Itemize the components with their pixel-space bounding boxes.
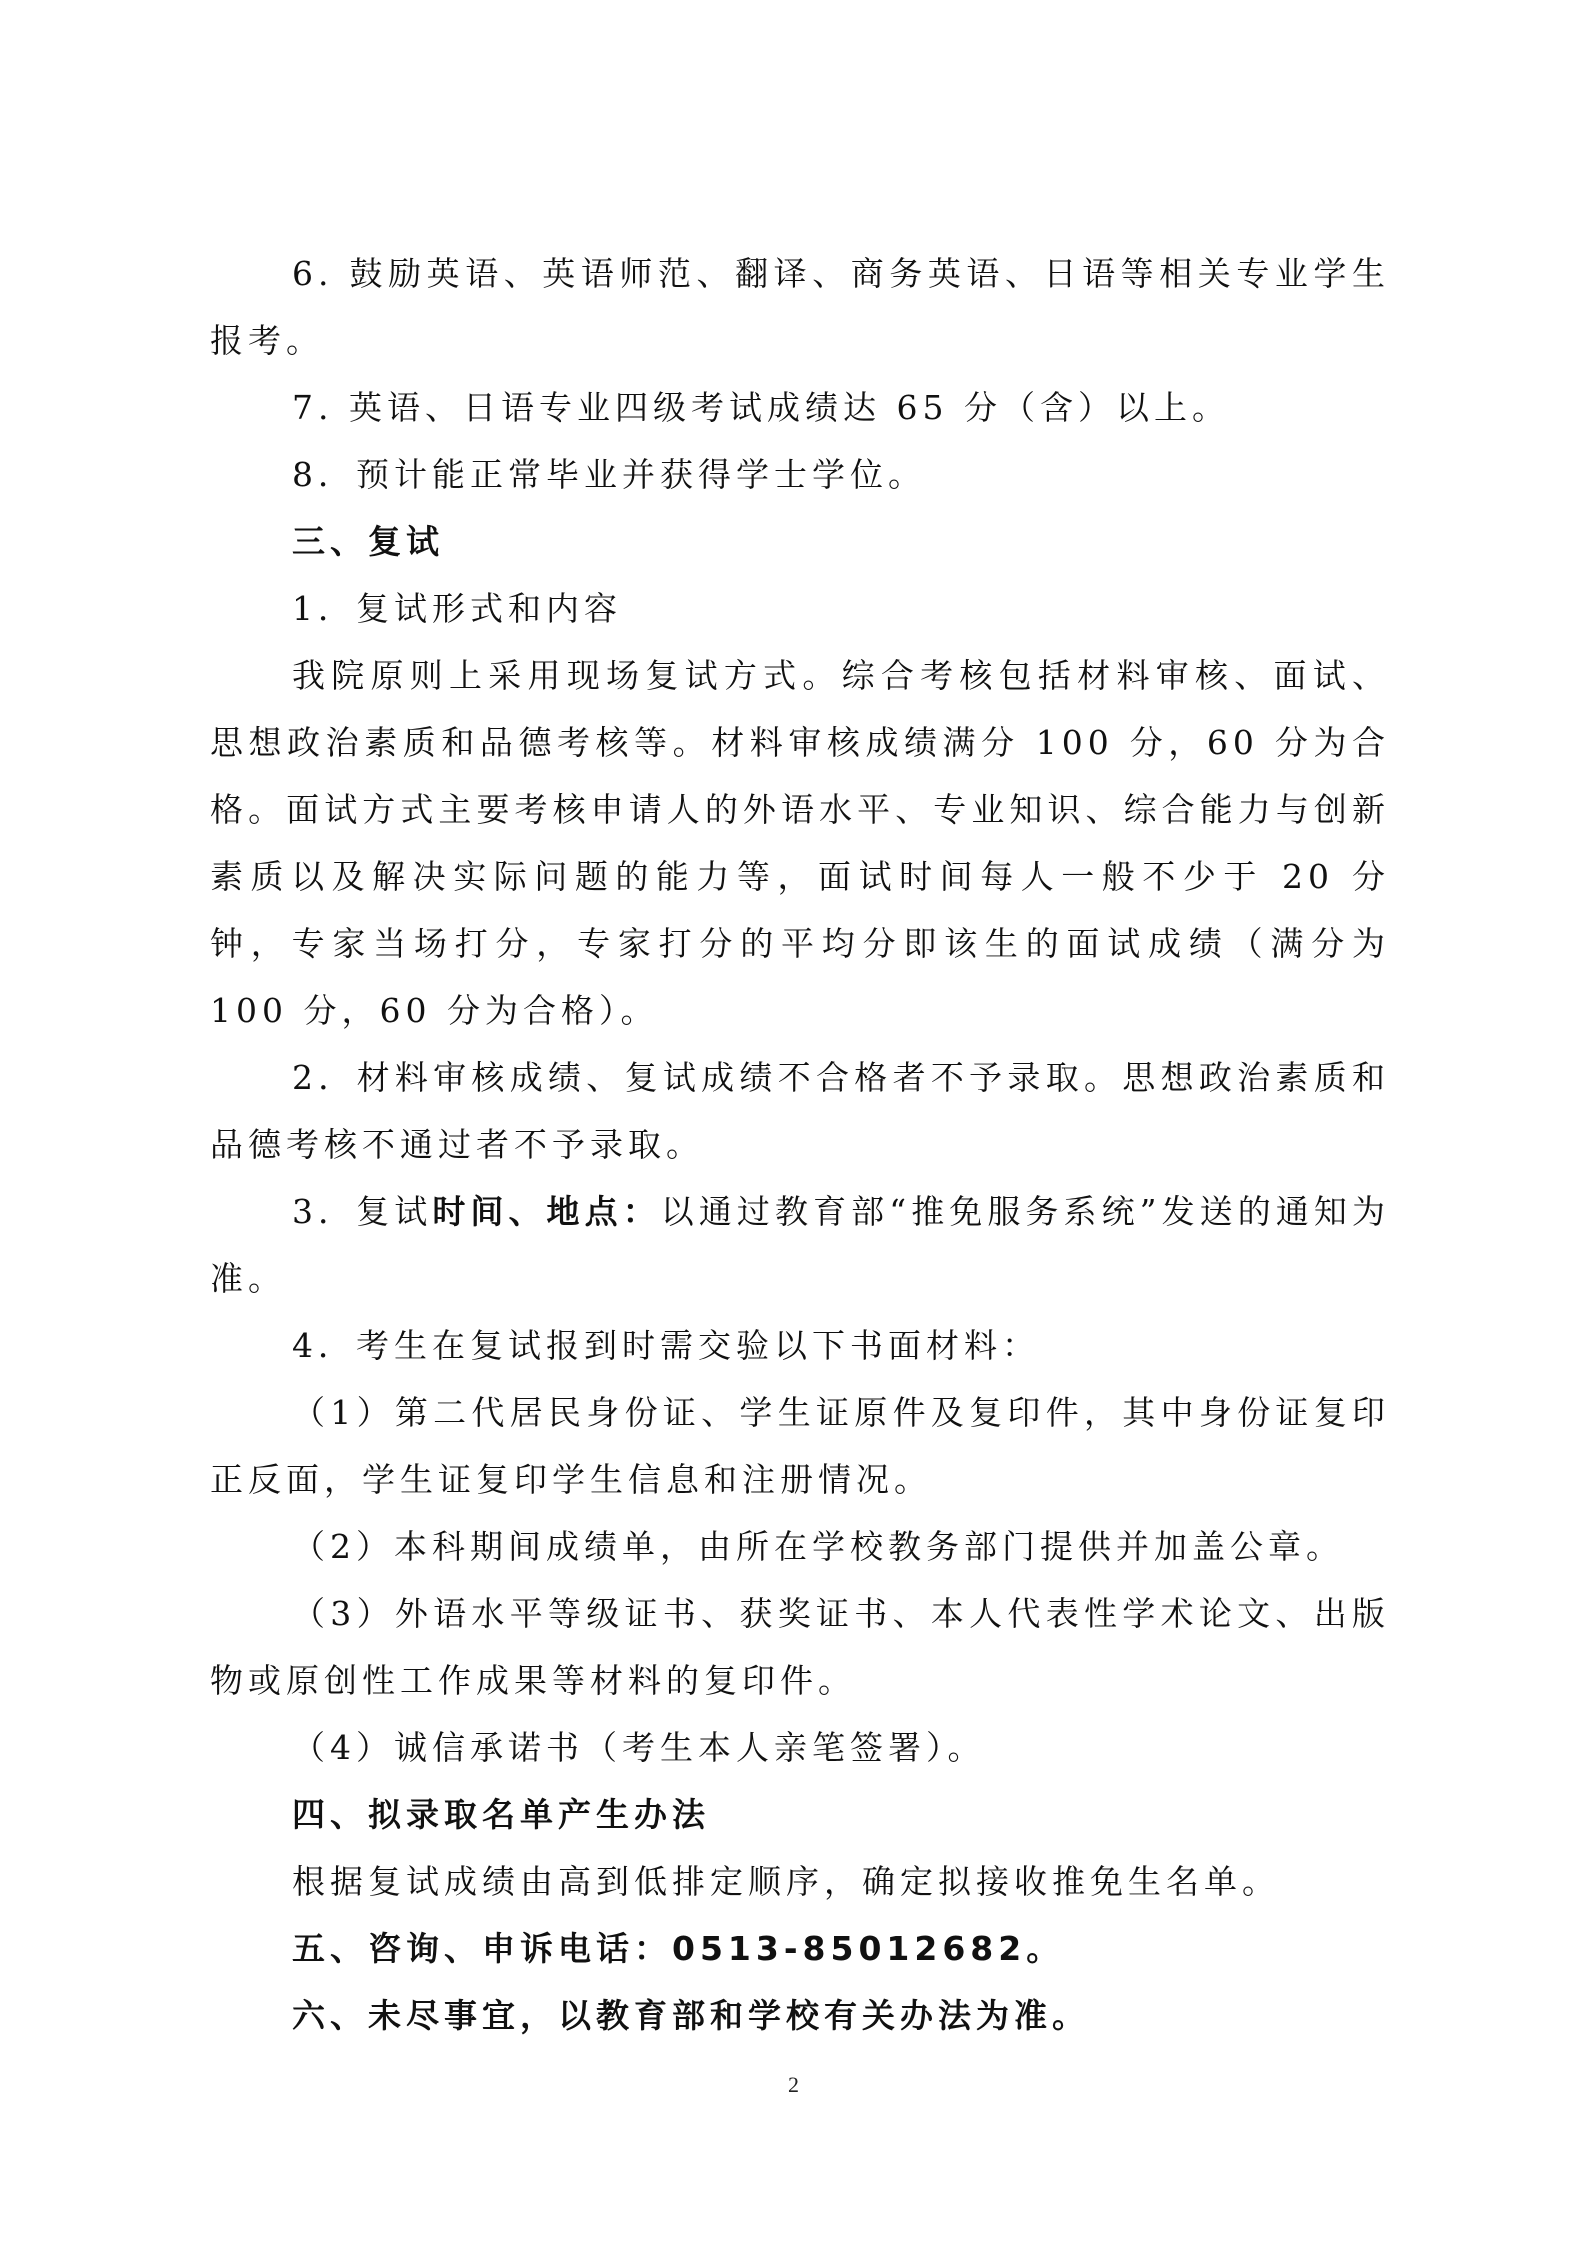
section-heading-other-matters: 六、未尽事宜，以教育部和学校有关办法为准。: [292, 1996, 1090, 2035]
criterion-7: 7. 英语、日语专业四级考试成绩达 65 分（含）以上。: [292, 388, 1230, 427]
criterion-6: 6. 鼓励英语、英语师范、翻译、商务英语、日语等相关专业学生报考。: [210, 254, 1390, 360]
retest-item-3-bold: 时间、地点：: [432, 1192, 661, 1231]
criterion-8: 8．预计能正常毕业并获得学士学位。: [292, 455, 926, 494]
material-3: （3）外语水平等级证书、获奖证书、本人代表性学术论文、出版物或原创性工作成果等材料的复印件。: [210, 1594, 1390, 1700]
retest-item-1-body: 我院原则上采用现场复试方式。综合考核包括材料审核、面试、思想政治素质和品德考核等。材料审核成绩满分 100 分，60 分为合格。面试方式主要考核申请人的外语水平、专业知识、综合能力与创新素质以及解决实际问题的能力等，面试时间每人一般不少于 20 分钟，专家当场打分，专家打分的平均分即该生的面试成绩（满分为 100 分，60 分为合格）。: [210, 656, 1390, 1030]
retest-item-1-title: 1．复试形式和内容: [292, 589, 622, 628]
document-body: [210, 240, 1390, 2049]
section-heading-retest: 三、复试: [292, 522, 444, 561]
retest-item-2: 2．材料审核成绩、复试成绩不合格者不予录取。思想政治素质和品德考核不通过者不予录取。: [210, 1058, 1390, 1164]
admission-list-body: 根据复试成绩由高到低排定顺序，确定拟接收推免生名单。: [292, 1862, 1280, 1901]
section-heading-admission-list: 四、拟录取名单产生办法: [292, 1795, 710, 1834]
retest-item-3-suffix: 以通过教育部“推免服务系统”发送的通知为准。: [210, 1192, 1390, 1298]
page-number: 2: [788, 2072, 799, 2097]
material-4: （4）诚信承诺书（考生本人亲笔签署）。: [292, 1728, 986, 1767]
retest-item-3: [210, 1178, 1390, 1312]
material-1: （1）第二代居民身份证、学生证原件及复印件，其中身份证复印正反面，学生证复印学生信息和注册情况。: [210, 1393, 1390, 1499]
retest-item-4: 4．考生在复试报到时需交验以下书面材料：: [292, 1326, 1040, 1365]
retest-item-3-prefix: 3．复试: [292, 1192, 433, 1231]
section-heading-contact: 五、咨询、申诉电话：0513-85012682。: [292, 1929, 1065, 1968]
material-2: （2）本科期间成绩单，由所在学校教务部门提供并加盖公章。: [292, 1527, 1344, 1566]
